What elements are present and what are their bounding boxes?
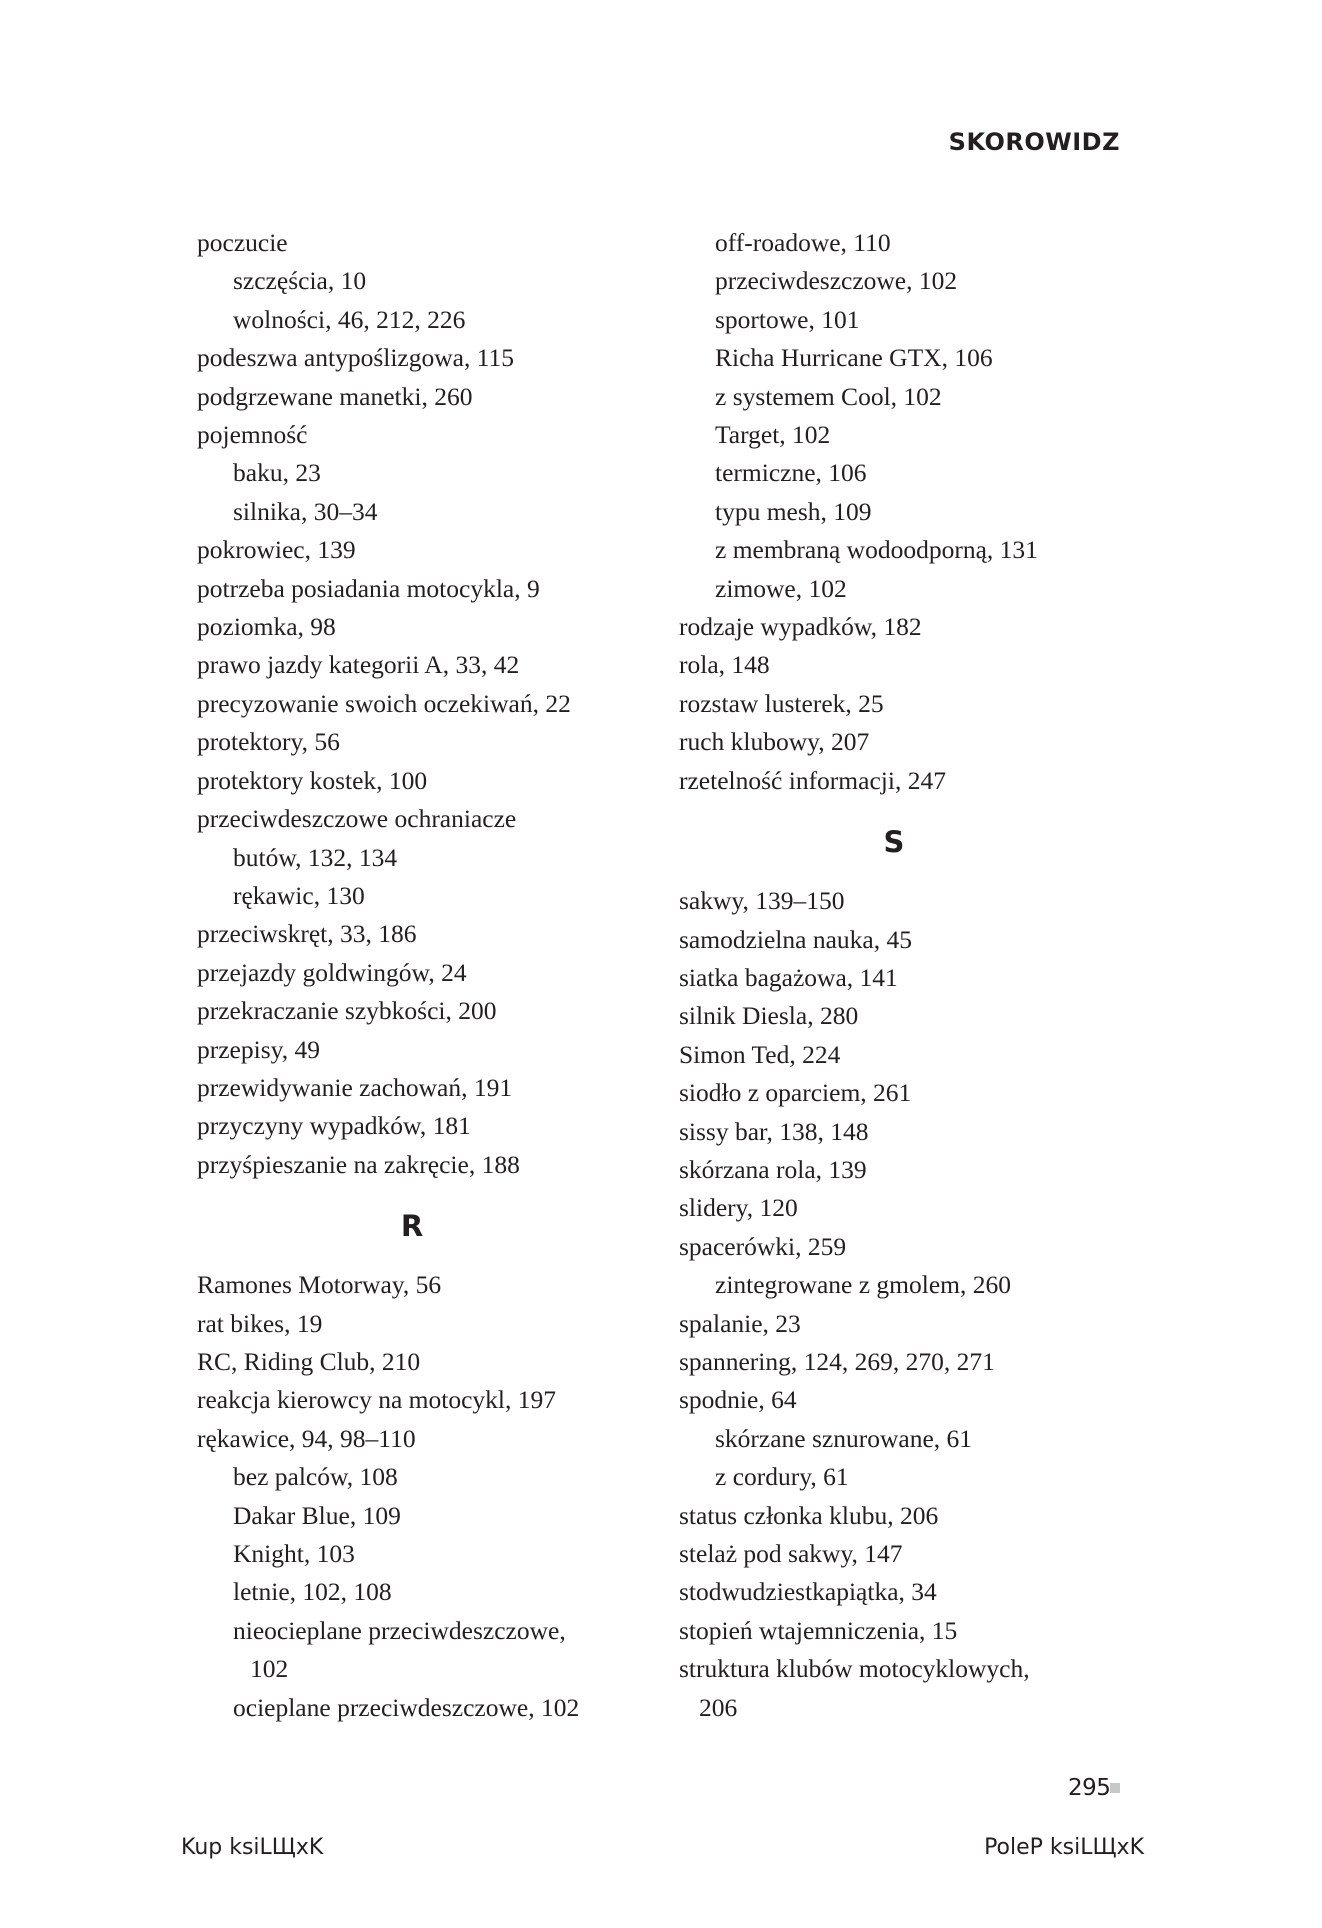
page-number: 295 [1068, 1775, 1111, 1801]
index-subentry: zintegrowane z gmolem, 260 [715, 1270, 1011, 1300]
index-entry: struktura klubów motocyklowych, [679, 1654, 1030, 1684]
index-entry: poczucie [197, 228, 288, 257]
index-subentry: skórzane sznurowane, 61 [715, 1423, 973, 1453]
index-entry: silnik Diesla, 280 [679, 1001, 859, 1031]
section-letter: S [883, 825, 905, 860]
index-entry-continuation: 206 [699, 1692, 738, 1722]
index-subentry: letnie, 102, 108 [233, 1577, 392, 1607]
index-entry: samodzielna nauka, 45 [679, 924, 912, 954]
index-entry: spodnie, 64 [679, 1385, 797, 1415]
index-entry: prawo jazdy kategorii A, 33, 42 [197, 650, 520, 680]
index-subentry: z membraną wodoodporną, 131 [715, 535, 1038, 565]
index-entry: precyzowanie swoich oczekiwań, 22 [197, 688, 571, 718]
index-subentry: butów, 132, 134 [233, 842, 398, 872]
index-column-right [679, 224, 1109, 1727]
index-entry: rozstaw lusterek, 25 [679, 688, 884, 718]
index-subentry: bez palców, 108 [233, 1462, 398, 1492]
index-column-left [197, 224, 627, 1727]
index-subentry: Knight, 103 [233, 1539, 355, 1568]
index-entry: spannering, 124, 269, 270, 271 [679, 1346, 995, 1376]
index-entry: reakcja kierowcy na motocykl, 197 [197, 1385, 556, 1415]
index-entry: rat bikes, 19 [197, 1308, 323, 1338]
index-subentry: z cordury, 61 [715, 1462, 849, 1492]
index-entry: status członka klubu, 206 [679, 1500, 939, 1530]
index-subentry: typu mesh, 109 [715, 496, 872, 526]
index-subentry: Target, 102 [715, 420, 831, 450]
index-entry: poziomka, 98 [197, 612, 336, 642]
index-subentry: Richa Hurricane GTX, 106 [715, 343, 993, 373]
index-entry: siodło z oparciem, 261 [679, 1078, 912, 1108]
index-entry: stodwudziestkapiątka, 34 [679, 1577, 937, 1607]
index-entry: przeciwdeszczowe ochraniacze [197, 804, 517, 834]
index-entry: spalanie, 23 [679, 1308, 801, 1338]
index-entry: rzetelność informacji, 247 [679, 765, 946, 795]
index-entry: pojemność [197, 420, 308, 450]
index-subentry: nieocieplane przeciwdeszczowe, [233, 1615, 566, 1645]
index-entry: przewidywanie zachowań, 191 [197, 1072, 513, 1102]
index-subentry: przeciwdeszczowe, 102 [715, 266, 958, 296]
index-entry: ruch klubowy, 207 [679, 727, 870, 757]
index-entry: stelaż pod sakwy, 147 [679, 1539, 903, 1568]
footer-buy-book-link[interactable]: Kup ksiLЩxK [181, 1835, 324, 1860]
index-subentry: zimowe, 102 [715, 573, 847, 603]
index-subentry: szczęścia, 10 [233, 266, 367, 296]
page-number-marker [1110, 1783, 1120, 1793]
index-entry: RC, Riding Club, 210 [197, 1346, 421, 1376]
index-entry: Simon Ted, 224 [679, 1039, 841, 1069]
index-entry: protektory, 56 [197, 727, 340, 757]
index-subentry: ocieplane przeciwdeszczowe, 102 [233, 1692, 580, 1722]
index-entry: podeszwa antypoślizgowa, 115 [197, 343, 515, 373]
running-header: SKOROWIDZ [948, 128, 1120, 156]
index-entry: rękawice, 94, 98–110 [197, 1423, 416, 1453]
index-entry: potrzeba posiadania motocykla, 9 [197, 573, 540, 603]
index-entry: przeciwskręt, 33, 186 [197, 919, 417, 949]
index-entry: przepisy, 49 [197, 1034, 320, 1064]
section-letter: R [400, 1209, 424, 1244]
index-entry: skórzana rola, 139 [679, 1154, 867, 1184]
index-entry: przejazdy goldwingów, 24 [197, 957, 467, 987]
index-entry: rola, 148 [679, 650, 770, 680]
index-entry: slidery, 120 [679, 1193, 798, 1223]
index-subentry: z systemem Cool, 102 [715, 381, 942, 411]
index-entry-continuation: 102 [250, 1654, 289, 1684]
index-entry: przyczyny wypadków, 181 [197, 1111, 471, 1141]
index-entry: spacerówki, 259 [679, 1231, 847, 1261]
index-entry: rodzaje wypadków, 182 [679, 612, 922, 642]
index-entry: przyśpieszanie na zakręcie, 188 [197, 1149, 520, 1179]
footer-recommend-book-link[interactable]: PoleP ksiLЩxK [984, 1835, 1144, 1860]
index-entry: podgrzewane manetki, 260 [197, 381, 473, 411]
index-subentry: wolności, 46, 212, 226 [233, 304, 466, 334]
index-entry: pokrowiec, 139 [197, 535, 356, 565]
index-subentry: termiczne, 106 [715, 458, 867, 488]
index-subentry: off-roadowe, 110 [715, 228, 891, 257]
index-subentry: sportowe, 101 [715, 304, 860, 334]
index-entry: przekraczanie szybkości, 200 [197, 996, 497, 1026]
index-entry: sakwy, 139–150 [679, 886, 845, 916]
index-entry: sissy bar, 138, 148 [679, 1116, 869, 1146]
index-subentry: rękawic, 130 [233, 880, 365, 910]
index-entry: siatka bagażowa, 141 [679, 962, 898, 992]
index-entry: Ramones Motorway, 56 [197, 1270, 442, 1300]
index-subentry: Dakar Blue, 109 [233, 1500, 401, 1530]
index-subentry: silnika, 30–34 [233, 496, 378, 526]
index-entry: protektory kostek, 100 [197, 765, 428, 795]
index-subentry: baku, 23 [233, 458, 321, 488]
index-entry: stopień wtajemniczenia, 15 [679, 1615, 958, 1645]
